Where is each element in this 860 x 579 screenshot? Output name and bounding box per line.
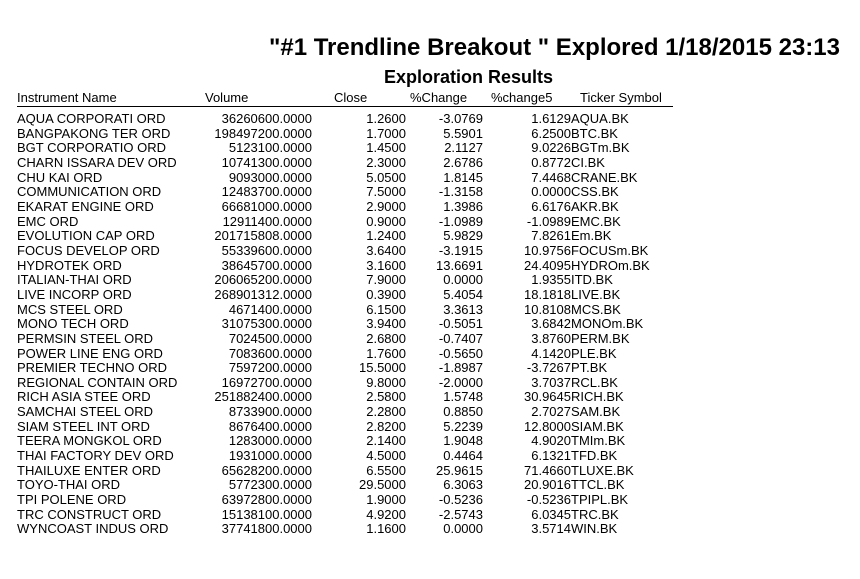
cell-ticker-symbol: SIAM.BK [571, 418, 624, 434]
table-row [17, 259, 673, 274]
table-row [17, 288, 673, 303]
cell-close: 2.2800 [366, 404, 406, 420]
cell-ticker-symbol: MONOm.BK [571, 316, 644, 332]
table-row [17, 303, 673, 318]
table-row [17, 508, 673, 523]
cell-close: 2.3000 [366, 154, 406, 170]
cell-instrument-name: TEERA MONGKOL ORD [17, 433, 162, 449]
cell-volume: 55339600.0000 [221, 242, 312, 258]
cell-ticker-symbol: AKR.BK [571, 198, 619, 214]
cell-volume: 251882400.0000 [214, 389, 312, 405]
cell-change: -2.0000 [438, 374, 483, 390]
cell-volume: 10741300.0000 [221, 154, 312, 170]
cell-instrument-name: PREMIER TECHNO ORD [17, 360, 167, 376]
cell-ticker-symbol: HYDROm.BK [571, 257, 650, 273]
cell-change5: 20.9016 [524, 477, 571, 493]
cell-ticker-symbol: BGTm.BK [571, 140, 630, 156]
cell-instrument-name: REGIONAL CONTAIN ORD [17, 374, 178, 390]
header-change: %Change [406, 90, 483, 107]
cell-close: 29.5000 [359, 477, 406, 493]
cell-change: -1.0989 [438, 213, 483, 229]
cell-close: 1.7600 [366, 345, 406, 361]
cell-change: -3.0769 [438, 111, 483, 126]
cell-instrument-name: PERMSIN STEEL ORD [17, 330, 154, 346]
cell-close: 6.1500 [366, 301, 406, 317]
cell-change: -1.3158 [438, 184, 483, 200]
cell-instrument-name: COMMUNICATION ORD [17, 184, 162, 200]
cell-instrument-name: TOYO-THAI ORD [17, 477, 121, 493]
cell-volume: 66681000.0000 [221, 198, 312, 214]
cell-volume: 15138100.0000 [221, 506, 312, 522]
exploration-results-table [17, 90, 673, 537]
table-body [17, 107, 673, 538]
table-row [17, 273, 673, 288]
cell-volume: 12483700.0000 [221, 184, 312, 200]
cell-change: 0.0000 [443, 521, 483, 537]
table-row [17, 361, 673, 376]
table-row [17, 420, 673, 435]
cell-instrument-name: FOCUS DEVELOP ORD [17, 242, 160, 258]
cell-change: 1.9048 [443, 433, 483, 449]
cell-instrument-name: ITALIAN-THAI ORD [17, 272, 132, 288]
cell-close: 4.9200 [366, 506, 406, 522]
cell-close: 5.0500 [366, 169, 406, 185]
cell-instrument-name: EKARAT ENGINE ORD [17, 198, 154, 214]
cell-volume: 8733900.0000 [228, 404, 312, 420]
cell-instrument-name: TPI POLENE ORD [17, 492, 127, 508]
table-row [17, 185, 673, 200]
cell-change5: 0.8772 [531, 154, 571, 170]
cell-instrument-name: POWER LINE ENG ORD [17, 345, 163, 361]
cell-volume: 1283000.0000 [228, 433, 312, 449]
cell-volume: 8676400.0000 [228, 418, 312, 434]
cell-change5: 7.8261 [531, 228, 571, 244]
header-row [17, 90, 673, 107]
header-close: Close [312, 90, 406, 107]
cell-volume: 65628200.0000 [221, 462, 312, 478]
cell-change5: 10.8108 [524, 301, 571, 317]
header-change5: %change5 [483, 90, 571, 107]
cell-volume: 36260600.0000 [221, 111, 312, 126]
cell-change: 2.6786 [443, 154, 483, 170]
cell-ticker-symbol: PT.BK [571, 360, 608, 376]
cell-change: -0.7407 [438, 330, 483, 346]
cell-instrument-name: MONO TECH ORD [17, 316, 129, 332]
cell-change: 1.8145 [443, 169, 483, 185]
cell-volume: 38645700.0000 [221, 257, 312, 273]
cell-ticker-symbol: TPIPL.BK [571, 492, 629, 508]
cell-ticker-symbol: PLE.BK [571, 345, 617, 361]
cell-ticker-symbol: CI.BK [571, 154, 605, 170]
cell-instrument-name: BANGPAKONG TER ORD [17, 125, 171, 141]
cell-change5: 6.1321 [531, 448, 571, 464]
cell-close: 1.4500 [366, 140, 406, 156]
cell-change: 0.0000 [443, 272, 483, 288]
cell-ticker-symbol: CSS.BK [571, 184, 619, 200]
cell-change: 13.6691 [436, 257, 483, 273]
cell-change: 0.8850 [443, 404, 483, 420]
table-row [17, 449, 673, 464]
cell-change: 5.9829 [443, 228, 483, 244]
table-row [17, 244, 673, 259]
cell-change5: 3.8760 [531, 330, 571, 346]
table-row [17, 493, 673, 508]
cell-instrument-name: THAI FACTORY DEV ORD [17, 448, 174, 464]
cell-change: -0.5051 [438, 316, 483, 332]
cell-ticker-symbol: TTCL.BK [571, 477, 625, 493]
cell-change5: 12.8000 [524, 418, 571, 434]
cell-ticker-symbol: RCL.BK [571, 374, 618, 390]
cell-change: 1.5748 [443, 389, 483, 405]
cell-close: 2.8200 [366, 418, 406, 434]
cell-ticker-symbol: TRC.BK [571, 506, 619, 522]
cell-change5: 10.9756 [524, 242, 571, 258]
cell-change5: 6.0345 [531, 506, 571, 522]
cell-change5: -0.5236 [526, 492, 571, 508]
cell-volume: 198497200.0000 [214, 125, 312, 141]
cell-instrument-name: SIAM STEEL INT ORD [17, 418, 150, 434]
cell-ticker-symbol: EMC.BK [571, 213, 621, 229]
cell-volume: 7597200.0000 [228, 360, 312, 376]
cell-change5: 6.2500 [531, 125, 571, 141]
cell-close: 7.5000 [366, 184, 406, 200]
cell-close: 3.1600 [366, 257, 406, 273]
cell-change5: 4.9020 [531, 433, 571, 449]
cell-volume: 5772300.0000 [228, 477, 312, 493]
cell-instrument-name: MCS STEEL ORD [17, 301, 123, 317]
cell-ticker-symbol: LIVE.BK [571, 286, 621, 302]
cell-change5: -3.7267 [526, 360, 571, 376]
cell-ticker-symbol: TFD.BK [571, 448, 618, 464]
cell-close: 1.7000 [366, 125, 406, 141]
cell-ticker-symbol: MCS.BK [571, 301, 621, 317]
cell-change: 0.4464 [443, 448, 483, 464]
cell-change: 1.3986 [443, 198, 483, 214]
cell-close: 3.6400 [366, 242, 406, 258]
cell-change: 3.3613 [443, 301, 483, 317]
cell-change5: 2.7027 [531, 404, 571, 420]
cell-change: -0.5650 [438, 345, 483, 361]
cell-volume: 7024500.0000 [228, 330, 312, 346]
cell-change5: -1.0989 [526, 213, 571, 229]
cell-instrument-name: CHARN ISSARA DEV ORD [17, 154, 177, 170]
cell-change5: 6.6176 [531, 198, 571, 214]
cell-close: 2.9000 [366, 198, 406, 214]
cell-ticker-symbol: RICH.BK [571, 389, 624, 405]
cell-change5: 71.4660 [524, 462, 571, 478]
cell-close: 1.9000 [366, 492, 406, 508]
cell-change5: 9.0226 [531, 140, 571, 156]
report-subtitle: Exploration Results [384, 67, 554, 87]
cell-volume: 206065200.0000 [214, 272, 312, 288]
cell-instrument-name: THAILUXE ENTER ORD [17, 462, 161, 478]
cell-ticker-symbol: TLUXE.BK [571, 462, 634, 478]
cell-close: 2.5800 [366, 389, 406, 405]
header-instrument-name: Instrument Name [17, 90, 205, 107]
table-row [17, 376, 673, 391]
cell-change5: 0.0000 [531, 184, 571, 200]
cell-change5: 7.4468 [531, 169, 571, 185]
cell-instrument-name: EVOLUTION CAP ORD [17, 228, 155, 244]
cell-change5: 1.9355 [531, 272, 571, 288]
cell-ticker-symbol: CRANE.BK [571, 169, 638, 185]
cell-instrument-name: LIVE INCORP ORD [17, 286, 132, 302]
cell-change: -1.8987 [438, 360, 483, 376]
cell-change: 5.4054 [443, 286, 483, 302]
cell-change: 5.5901 [443, 125, 483, 141]
table-row [17, 171, 673, 186]
table-row [17, 390, 673, 405]
table-row [17, 141, 673, 156]
cell-close: 7.9000 [366, 272, 406, 288]
cell-close: 0.3900 [366, 286, 406, 302]
cell-change: -3.1915 [438, 242, 483, 258]
cell-ticker-symbol: ITD.BK [571, 272, 613, 288]
table-row [17, 434, 673, 449]
cell-change5: 18.1818 [524, 286, 571, 302]
cell-volume: 9093000.0000 [228, 169, 312, 185]
cell-change5: 24.4095 [524, 257, 571, 273]
cell-volume: 1931000.0000 [228, 448, 312, 464]
cell-ticker-symbol: TMIm.BK [571, 433, 626, 449]
cell-volume: 7083600.0000 [228, 345, 312, 361]
cell-instrument-name: RICH ASIA STEE ORD [17, 389, 151, 405]
cell-volume: 31075300.0000 [221, 316, 312, 332]
header-ticker-symbol: Ticker Symbol [571, 90, 673, 107]
cell-close: 3.9400 [366, 316, 406, 332]
header-volume: Volume [205, 90, 312, 107]
cell-change5: 3.6842 [531, 316, 571, 332]
cell-volume: 12911400.0000 [222, 213, 312, 229]
cell-volume: 5123100.0000 [228, 140, 312, 156]
table-row [17, 317, 673, 332]
cell-volume: 268901312.0000 [214, 286, 312, 302]
cell-close: 0.9000 [366, 213, 406, 229]
cell-instrument-name: SAMCHAI STEEL ORD [17, 404, 154, 420]
cell-instrument-name: EMC ORD [17, 213, 79, 229]
report-title: "#1 Trendline Breakout " Explored 1/18/2015 23:13 [268, 34, 840, 61]
cell-change5: 3.7037 [531, 374, 571, 390]
table-row [17, 156, 673, 171]
cell-ticker-symbol: FOCUSm.BK [571, 242, 649, 258]
cell-change5: 30.9645 [524, 389, 571, 405]
table-row [17, 405, 673, 420]
cell-change5: 3.5714 [531, 521, 571, 537]
cell-close: 2.1400 [366, 433, 406, 449]
cell-change5: 1.6129 [531, 111, 571, 126]
cell-change: 5.2239 [443, 418, 483, 434]
cell-ticker-symbol: Em.BK [571, 228, 612, 244]
cell-close: 9.8000 [366, 374, 406, 390]
cell-change: 6.3063 [443, 477, 483, 493]
cell-ticker-symbol: AQUA.BK [571, 111, 629, 126]
cell-volume: 37741800.0000 [221, 521, 312, 537]
cell-volume: 63972800.0000 [221, 492, 312, 508]
cell-instrument-name: WYNCOAST INDUS ORD [17, 521, 169, 537]
cell-ticker-symbol: WIN.BK [571, 521, 618, 537]
cell-ticker-symbol: PERM.BK [571, 330, 630, 346]
table-header [17, 90, 673, 107]
cell-instrument-name: HYDROTEK ORD [17, 257, 122, 273]
table-row [17, 347, 673, 362]
cell-volume: 16972700.0000 [221, 374, 312, 390]
cell-change: -0.5236 [438, 492, 483, 508]
table-row [17, 127, 673, 142]
cell-close: 4.5000 [366, 448, 406, 464]
table-row [17, 107, 673, 127]
cell-close: 1.2600 [366, 111, 406, 126]
cell-instrument-name: TRC CONSTRUCT ORD [17, 506, 162, 522]
table-row [17, 478, 673, 493]
cell-close: 1.2400 [366, 228, 406, 244]
table-row [17, 215, 673, 230]
cell-instrument-name: BGT CORPORATIO ORD [17, 140, 167, 156]
cell-instrument-name: CHU KAI ORD [17, 169, 103, 185]
cell-close: 6.5500 [366, 462, 406, 478]
cell-ticker-symbol: SAM.BK [571, 404, 621, 420]
cell-ticker-symbol: BTC.BK [571, 125, 618, 141]
table-row [17, 464, 673, 479]
cell-close: 15.5000 [359, 360, 406, 376]
table-row [17, 200, 673, 215]
table-row [17, 332, 673, 347]
table-row [17, 229, 673, 244]
cell-change: 2.1127 [444, 140, 483, 156]
cell-close: 2.6800 [366, 330, 406, 346]
cell-volume: 4671400.0000 [228, 301, 312, 317]
cell-change: 25.9615 [436, 462, 483, 478]
cell-close: 1.1600 [366, 521, 406, 537]
cell-change: -2.5743 [438, 506, 483, 522]
cell-change5: 4.1420 [531, 345, 571, 361]
cell-instrument-name: AQUA CORPORATI ORD [17, 111, 166, 126]
table-row [17, 522, 673, 537]
cell-volume: 201715808.0000 [214, 228, 312, 244]
